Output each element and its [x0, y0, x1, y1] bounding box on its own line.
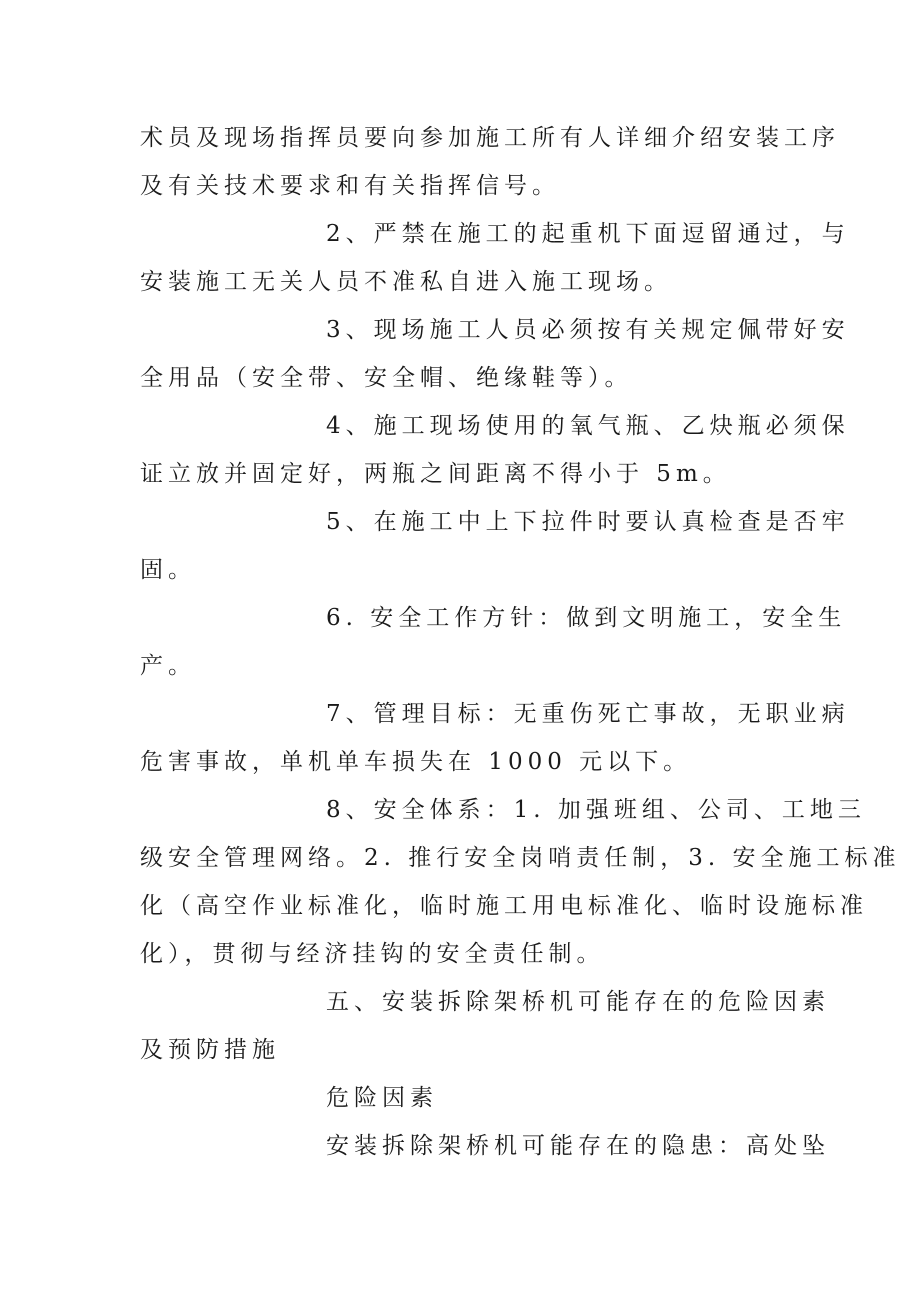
- text-line: 全用品（安全带、安全帽、绝缘鞋等）。: [140, 365, 633, 391]
- text-line: 8、安全体系：1. 加强班组、公司、工地三: [326, 797, 866, 823]
- text-line: 级安全管理网络。2. 推行安全岗哨责任制，3. 安全施工标准: [140, 845, 901, 871]
- text-line: 及有关技术要求和有关指挥信号。: [140, 173, 560, 199]
- text-line: 6. 安全工作方针：做到文明施工，安全生: [326, 605, 847, 631]
- text-line: 术员及现场指挥员要向参加施工所有人详细介绍安装工序: [140, 125, 840, 151]
- text-line: 化），贯彻与经济挂钩的安全责任制。: [140, 941, 605, 967]
- text-line: 5、在施工中上下拉件时要认真检查是否牢: [326, 509, 850, 535]
- text-line: 及预防措施: [140, 1037, 280, 1063]
- text-line: 固。: [140, 557, 196, 583]
- text-line: 化（高空作业标准化，临时施工用电标准化、临时设施标准: [140, 893, 868, 919]
- text-line: 产。: [140, 653, 196, 679]
- text-line: 7、管理目标：无重伤死亡事故，无职业病: [326, 701, 850, 727]
- text-line: 4、施工现场使用的氧气瓶、乙炔瓶必须保: [326, 413, 850, 439]
- text-line: 危害事故，单机单车损失在 1000 元以下。: [140, 749, 692, 775]
- text-line: 证立放并固定好，两瓶之间距离不得小于 5m。: [140, 461, 731, 487]
- text-line: 2、严禁在施工的起重机下面逗留通过，与: [326, 221, 850, 247]
- document-body: [140, 114, 901, 1170]
- text-line: 安装施工无关人员不准私自进入施工现场。: [140, 269, 672, 295]
- text-line: 安装拆除架桥机可能存在的隐患：高处坠: [326, 1133, 830, 1159]
- text-line: 3、现场施工人员必须按有关规定佩带好安: [326, 317, 850, 343]
- text-line: 危险因素: [326, 1085, 438, 1111]
- text-line: 五、安装拆除架桥机可能存在的危险因素: [326, 989, 830, 1015]
